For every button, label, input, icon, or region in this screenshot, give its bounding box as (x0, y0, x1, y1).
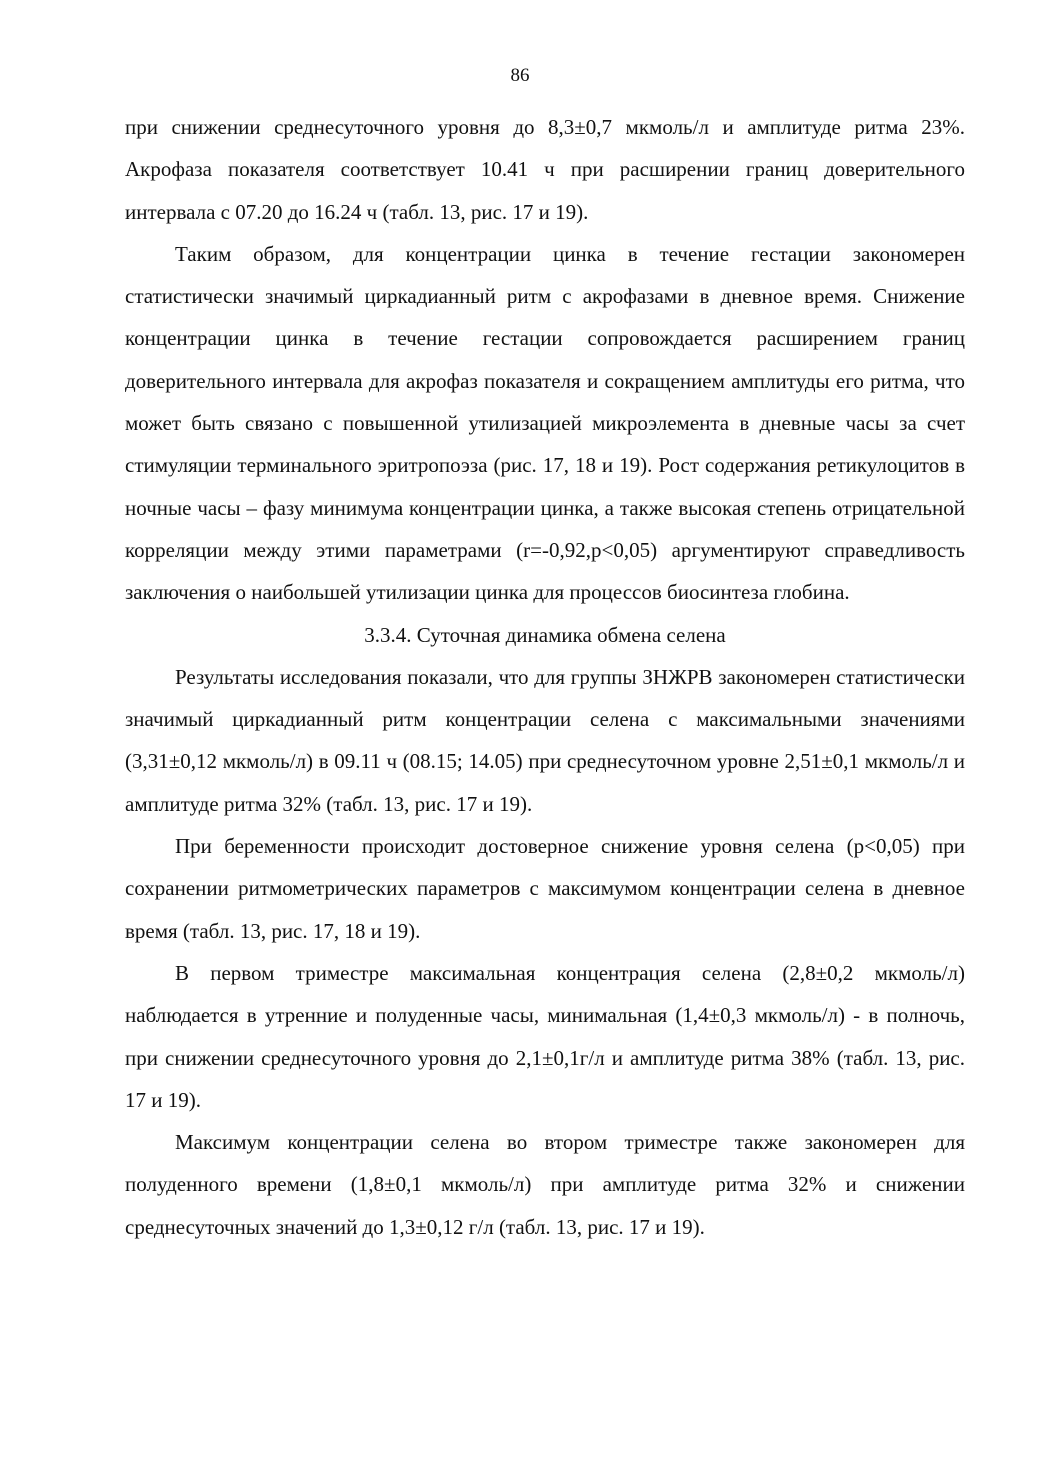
paragraph-pregnancy: При беременности происходит достоверное снижение уровня селена (p<0,05) при сохранении ритмометрических параметров с максимумом концентрации селена в дневное время (табл. 13, рис. 17, 18 и 19). (125, 834, 965, 943)
page-number: 86 (510, 65, 530, 86)
paragraph-continuation: при снижении среднесуточного уровня до 8,3±0,7 мкмоль/л и амплитуде ритма 23%. Акрофаза показателя соответствует 10.41 ч при расширении границ доверительного интервала с 07.20 до 16.24 ч (табл. 13, рис. 17 и 19). (125, 115, 965, 224)
paragraph-second-trimester: Максимум концентрации селена во втором триместре также закономерен для полуденного времени (1,8±0,1 мкмоль/л) при амплитуде ритма 32% и снижении среднесуточных значений до 1,3±0,12 г/л (табл. 13, рис. 17 и 19). (125, 1130, 965, 1239)
section-heading: 3.3.4. Суточная динамика обмена селена (364, 622, 726, 647)
document-body (125, 106, 965, 1248)
paragraph-zinc-summary: Таким образом, для концентрации цинка в течение гестации закономерен статистически значимый циркадианный ритм с акрофазами в дневное время. Снижение концентрации цинка в течение гестации сопровождается расширением границ доверительного интервала для акрофаз показателя и сокращением амплитуды его ритма, что может быть связано с повышенной утилизацией микроэлемента в дневные часы за счет стимуляции терминального эритропоэза (рис. 17, 18 и 19). Рост содержания ретикулоцитов в ночные часы – фазу минимума концентрации цинка, а также высокая степень отрицательной корреляции между этими параметрами (r=-0,92,p<0,05) аргументируют справедливость заключения о наибольшей утилизации цинка для процессов биосинтеза глобина. (125, 241, 965, 605)
paragraph-first-trimester: В первом триместре максимальная концентрация селена (2,8±0,2 мкмоль/л) наблюдается в утренние и полуденные часы, минимальная (1,4±0,3 мкмоль/л) - в полночь, при снижении среднесуточного уровня до 2,1±0,1г/л и амплитуде ритма 38% (табл. 13, рис. 17 и 19). (125, 960, 965, 1112)
paragraph-selenium-results: Результаты исследования показали, что для группы ЗНЖРВ закономерен статистически значимый циркадианный ритм концентрации селена с максимальными значениями (3,31±0,12 мкмоль/л) в 09.11 ч (08.15; 14.05) при среднесуточном уровне 2,51±0,1 мкмоль/л и амплитуде ритма 32% (табл. 13, рис. 17 и 19). (125, 664, 965, 816)
